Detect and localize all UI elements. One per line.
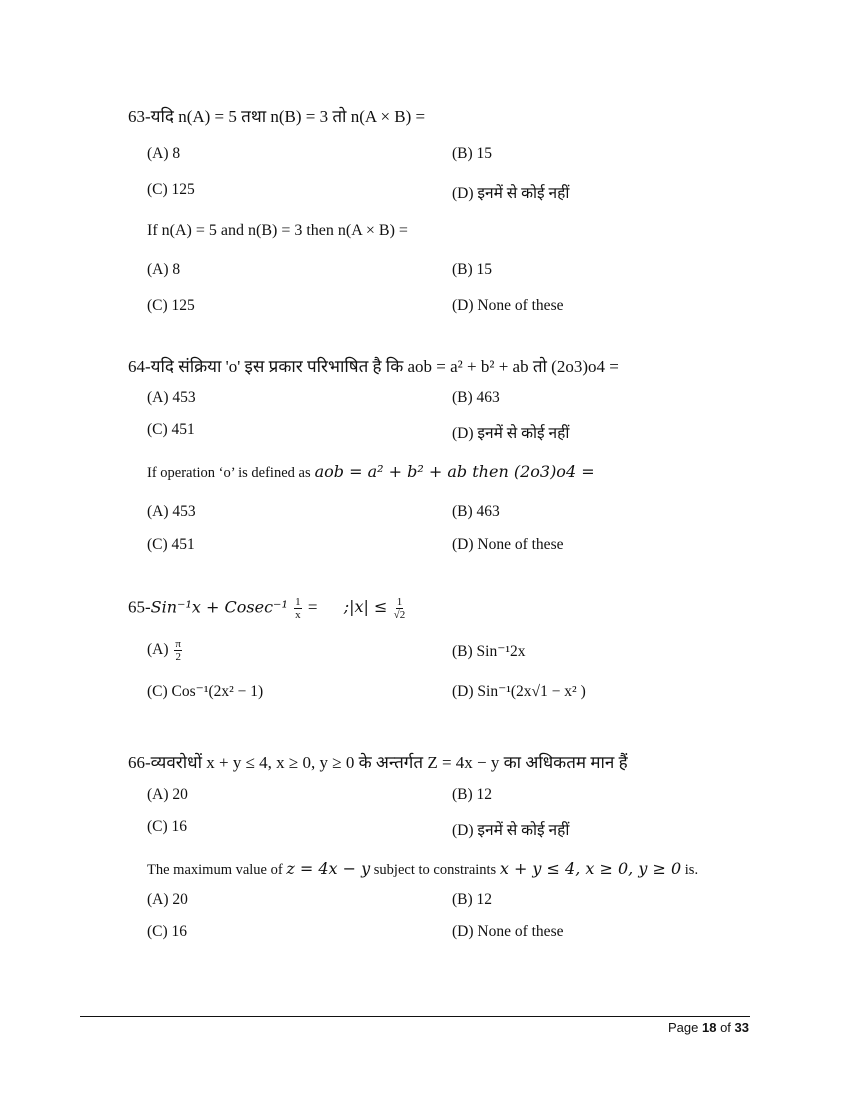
q66-english-stem: The maximum value of z = 4x − y subject to constraints x + y ≤ 4, x ≥ 0, y ≥ 0 is. bbox=[147, 859, 699, 878]
q66-hindi-option-c: (C) 16 bbox=[147, 818, 188, 835]
q65-option-b: (B) Sin⁻¹2x bbox=[452, 643, 526, 660]
q63-english-stem: If n(A) = 5 and n(B) = 3 then n(A × B) = bbox=[147, 222, 408, 239]
q65-stem: 65-Sin⁻¹x + Cosec⁻¹ $\frac{1}{x}$ = ;|x| ≤ $\frac{1}{√2}$ bbox=[128, 596, 406, 621]
q64-hindi-option-b: (B) 463 bbox=[452, 389, 500, 406]
q64-number: 64- bbox=[128, 357, 151, 376]
q63-english-option-a: (A) 8 bbox=[147, 261, 181, 278]
q64-english-option-b: (B) 463 bbox=[452, 503, 500, 520]
q64-hindi-option-c: (C) 451 bbox=[147, 421, 195, 438]
q63-english-option-c: (C) 125 bbox=[147, 297, 195, 314]
q66-hindi-stem: 66-व्यवरोधों x + y ≤ 4, x ≥ 0, y ≥ 0 के अन्तर्गत Z = 4x − y का अधिकतम मान हैं bbox=[128, 753, 628, 772]
q66-english-option-a: (A) 20 bbox=[147, 891, 188, 908]
q65-number: 65- bbox=[128, 597, 151, 617]
q63-hindi-option-c: (C) 125 bbox=[147, 181, 195, 198]
footer-divider bbox=[80, 1016, 750, 1017]
q66-number: 66- bbox=[128, 753, 151, 772]
q65-fraction-1-over-root2: $\frac{1}{√2}$ bbox=[393, 596, 406, 621]
q63-english-option-b: (B) 15 bbox=[452, 261, 493, 278]
q65-fraction-pi-over-2: $\frac{\pi}{2}$ bbox=[175, 638, 181, 663]
q66-hindi-option-d: (D) इनमें से कोई नहीं bbox=[452, 822, 570, 839]
q65-fraction-1-over-x: $\frac{1}{x}$ bbox=[295, 596, 301, 621]
q64-english-option-c: (C) 451 bbox=[147, 536, 195, 553]
q65-option-c: (C) Cos⁻¹(2x² − 1) bbox=[147, 683, 264, 700]
q65-option-d: (D) Sin⁻¹(2x√1 − x² ) bbox=[452, 683, 586, 700]
q66-english-option-b: (B) 12 bbox=[452, 891, 493, 908]
q63-number: 63- bbox=[128, 107, 151, 126]
q64-hindi-option-d: (D) इनमें से कोई नहीं bbox=[452, 425, 570, 442]
q63-hindi-option-a: (A) 8 bbox=[147, 145, 181, 162]
q66-hindi-option-b: (B) 12 bbox=[452, 786, 493, 803]
q64-hindi-option-a: (A) 453 bbox=[147, 389, 196, 406]
q64-english-stem: If operation ‘o’ is defined as aob = a² + b² + ab then (2o3)o4 = bbox=[147, 462, 595, 481]
q63-hindi-option-b: (B) 15 bbox=[452, 145, 493, 162]
q63-hindi-option-d: (D) इनमें से कोई नहीं bbox=[452, 185, 570, 202]
current-page-number: 18 bbox=[701, 1020, 717, 1035]
q64-english-option-d: (D) None of these bbox=[452, 536, 564, 553]
page-footer: Page 18 of 33 bbox=[667, 1020, 749, 1035]
q66-hindi-option-a: (A) 20 bbox=[147, 786, 188, 803]
q64-hindi-stem: 64-यदि संक्रिया 'o' इस प्रकार परिभाषित है कि aob = a² + b² + ab तो (2o3)o4 = bbox=[128, 357, 619, 376]
q66-english-option-c: (C) 16 bbox=[147, 923, 188, 940]
q63-hindi-stem: 63-यदि n(A) = 5 तथा n(B) = 3 तो n(A × B) = bbox=[128, 107, 426, 126]
q63-english-option-d: (D) None of these bbox=[452, 297, 564, 314]
q64-english-option-a: (A) 453 bbox=[147, 503, 196, 520]
q65-option-a: (A) $\frac{\pi}{2}$ bbox=[147, 638, 181, 663]
q66-english-option-d: (D) None of these bbox=[452, 923, 564, 940]
total-pages: 33 bbox=[734, 1020, 749, 1035]
